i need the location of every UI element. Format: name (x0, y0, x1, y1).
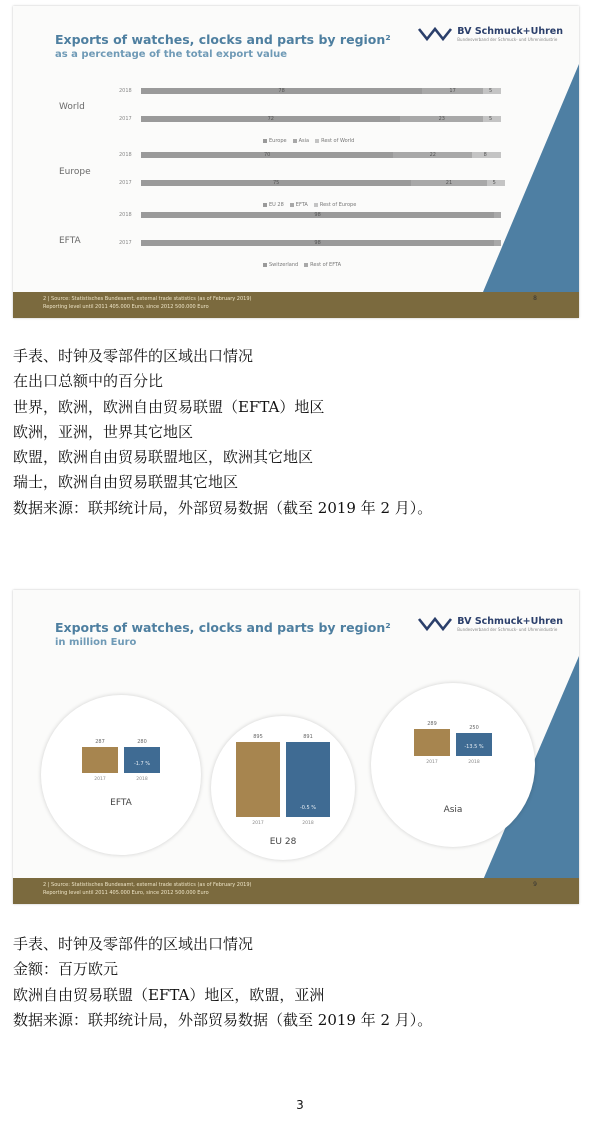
change-label: -1.7 % (133, 761, 151, 767)
slide-footer (13, 878, 579, 904)
segment-value-label: 70 (264, 151, 271, 158)
bar-segment (494, 212, 501, 218)
legend-swatch (263, 263, 267, 267)
bar-value-label: 250 (469, 724, 479, 731)
legend-label: Asia (298, 138, 310, 144)
segment-value-label: 75 (273, 179, 280, 186)
change-label: -0.5 % (299, 805, 317, 811)
legend-swatch (263, 139, 267, 143)
segment-value-label: 8 (483, 151, 487, 158)
brand-logo (417, 26, 563, 42)
caption-line: 金额：百万欧元 (13, 960, 119, 979)
bar-year-label: 2018 (119, 87, 132, 94)
legend-swatch (315, 139, 319, 143)
segment-value-label: 21 (445, 179, 453, 186)
segment-value-label: 98 (314, 239, 321, 246)
footer-note: Reporting level until 2011 405.000 Euro, since 2012 500.000 Euro (43, 890, 209, 896)
value-bar (82, 747, 118, 773)
caption-block-2 (13, 932, 432, 1033)
stacked-bar (141, 180, 501, 186)
slide-subtitle: as a percentage of the total export value (55, 49, 288, 60)
logo-name: BV Schmuck+Uhren (457, 26, 563, 37)
bar-year-label: 2018 (302, 821, 314, 826)
caption-line: 手表、时钟及零部件的区域出口情况 (13, 347, 254, 365)
slide-page-number: 8 (533, 295, 537, 302)
legend-swatch (263, 203, 267, 207)
legend-swatch (314, 203, 318, 207)
caption-line: 欧盟，欧洲自由贸易联盟地区，欧洲其它地区 (13, 448, 314, 467)
bar-year-label: 2017 (252, 821, 264, 826)
caption-line: 在出口总额中的百分比 (13, 372, 164, 391)
legend-label: Europe (269, 138, 287, 144)
bar-value-label: 895 (253, 734, 263, 740)
stacked-bar (141, 116, 501, 122)
region-label: Europe (59, 167, 91, 177)
logo-name: BV Schmuck+Uhren (457, 616, 563, 627)
change-label: -13.5 % (464, 744, 484, 750)
segment-value-label: 5 (489, 115, 493, 122)
bar-year-label: 2017 (119, 179, 132, 186)
segment-value-label: 17 (449, 87, 456, 94)
slide-page-number: 9 (533, 881, 537, 888)
bar-year-label: 2017 (426, 760, 438, 765)
bar-year-label: 2017 (119, 115, 132, 122)
legend-label: EU 28 (269, 202, 284, 208)
logo-tagline: Bundesverband der Schmuck- und Uhrenindustrie (457, 627, 558, 632)
segment-value-label: 23 (438, 115, 445, 122)
region-label: World (59, 102, 85, 112)
document-page-number: 3 (296, 1098, 304, 1112)
region-label: EFTA (110, 798, 132, 808)
segment-value-label: 98 (314, 211, 321, 218)
segment-value-label: 5 (489, 87, 493, 94)
slide-subtitle: in million Euro (55, 637, 137, 648)
legend-swatch (290, 203, 294, 207)
chart-legend (263, 202, 362, 208)
segment-value-label: 22 (429, 151, 436, 158)
caption-line: 世界，欧洲，欧洲自由贸易联盟（EFTA）地区 (13, 397, 325, 416)
logo-chevron-icon (417, 26, 453, 42)
segment-value-label: 78 (278, 87, 285, 94)
region-label: EFTA (59, 236, 81, 246)
stacked-bar (141, 88, 501, 94)
slide-title: Exports of watches, clocks and parts by region² (55, 32, 391, 47)
bar-year-label: 2018 (136, 777, 148, 782)
slide-export-values (13, 590, 579, 904)
chart-circle (41, 695, 201, 855)
legend-label: Rest of World (321, 138, 355, 144)
bar-year-label: 2018 (119, 211, 132, 218)
bar-year-label: 2017 (94, 777, 106, 782)
caption-line: 手表、时钟及零部件的区域出口情况 (13, 935, 254, 953)
logo-tagline: Bundesverband der Schmuck- und Uhrenindustrie (457, 37, 558, 42)
caption-line: 欧洲自由贸易联盟（EFTA）地区，欧盟，亚洲 (13, 985, 325, 1004)
legend-swatch (293, 139, 297, 143)
caption-line: 瑞士，欧洲自由贸易联盟其它地区 (13, 473, 239, 492)
footer-source: 2 | Source: Statistisches Bundesamt, external trade statistics (as of February 2019) (43, 882, 252, 888)
bar-value-label: 287 (95, 738, 105, 745)
bar-year-label: 2018 (119, 151, 132, 158)
stacked-bar (141, 240, 501, 246)
chart-legend (263, 138, 360, 144)
caption-line: 欧洲，亚洲，世界其它地区 (13, 422, 194, 441)
footer-source: 2 | Source: Statistisches Bundesamt, external trade statistics (as of February 2019) (43, 296, 252, 302)
slide-footer (13, 292, 579, 318)
slide-title: Exports of watches, clocks and parts by region² (55, 620, 391, 635)
brand-logo (417, 616, 563, 632)
chart-circle (371, 683, 535, 847)
footer-note: Reporting level until 2011 405.000 Euro, since 2012 500.000 Euro (43, 304, 209, 310)
value-bar (414, 729, 450, 756)
stacked-bar (141, 152, 501, 158)
region-label: Asia (443, 805, 463, 815)
stacked-bar (141, 212, 501, 218)
logo-chevron-icon (417, 616, 453, 632)
legend-label: EFTA (295, 202, 308, 208)
caption-line: 数据来源：联邦统计局，外部贸易数据（截至 2019 年 2 月）。 (13, 1010, 433, 1029)
legend-label: Rest of Europe (319, 202, 357, 208)
bar-year-label: 2017 (119, 239, 132, 246)
legend-label: Switzerland (269, 262, 299, 268)
value-bar (236, 742, 280, 817)
bar-year-label: 2018 (468, 760, 480, 765)
caption-block-1 (13, 344, 432, 521)
bar-value-label: 891 (303, 734, 313, 741)
chart-legend (263, 262, 347, 268)
segment-value-label: 5 (492, 179, 496, 186)
region-label: EU 28 (269, 837, 297, 847)
bar-value-label: 289 (427, 721, 437, 728)
segment-value-label: 72 (267, 115, 274, 122)
bar-value-label: 280 (137, 739, 147, 746)
bar-segment (494, 240, 501, 246)
legend-label: Rest of EFTA (310, 262, 342, 268)
caption-line: 数据来源：联邦统计局，外部贸易数据（截至 2019 年 2 月）。 (13, 498, 433, 517)
legend-swatch (304, 263, 308, 267)
slide-export-share (13, 6, 579, 318)
